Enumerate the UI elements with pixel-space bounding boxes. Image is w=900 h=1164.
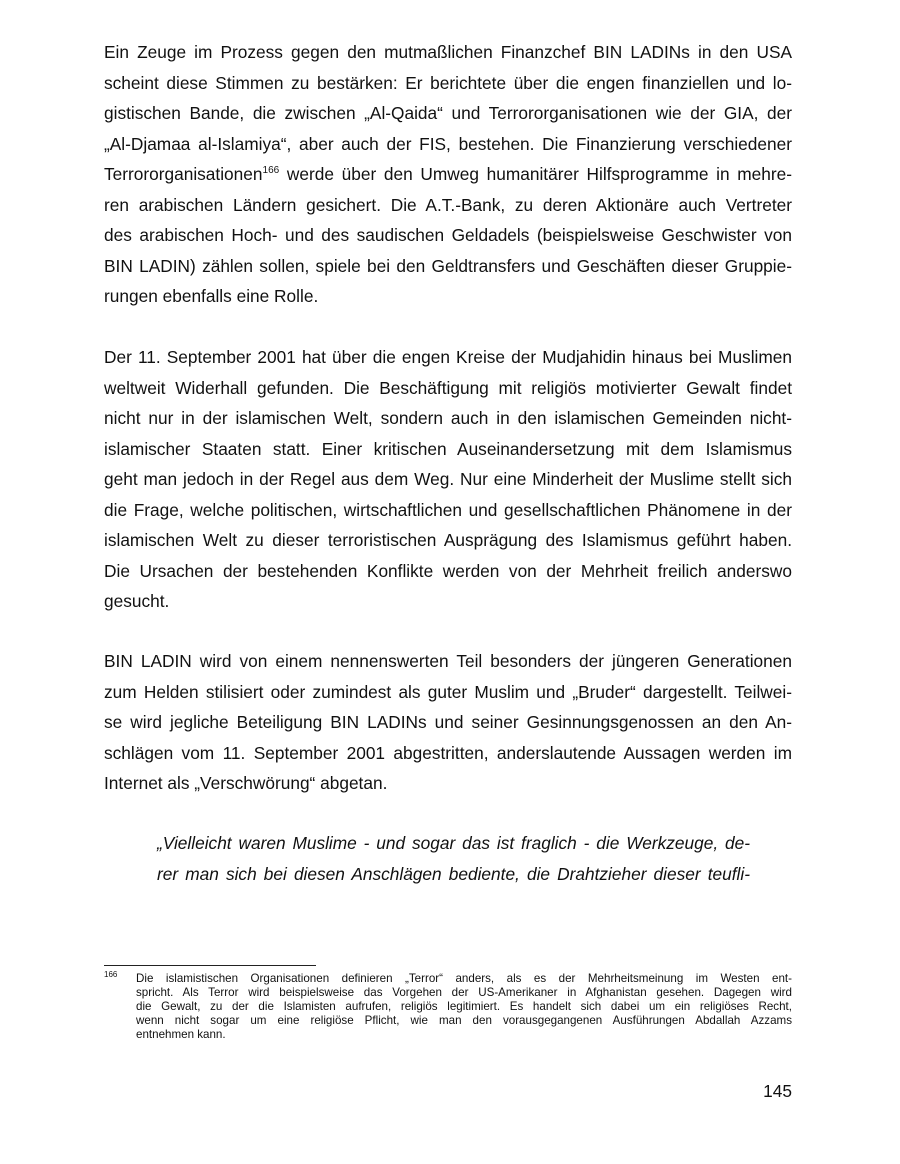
text-line: weltweit Widerhall gefunden. Die Beschäftigung mit religiös motivierter Gewalt findet: [104, 377, 792, 398]
text-line: se wird jegliche Beteiligung BIN LADINs und seiner Gesinnungsgenossen an den An-: [104, 712, 792, 732]
text-line: Ein Zeuge im Prozess gegen den mutmaßlichen Finanzchef BIN LADINs in den USA: [104, 42, 792, 62]
footnote-divider: [104, 965, 316, 966]
page-number: 145: [763, 1081, 792, 1101]
footnote-line: spricht. Als Terror wird beispielsweise das Vorgehen der US-Amerikaner in Afghanistan gesehen. Dagegen wird: [136, 986, 792, 1000]
text-line: islamischen Welt zu dieser terroristischen Ausprägung des Islamismus geführt haben.: [104, 530, 792, 550]
footnote-line: die Gewalt, zu der die Islamisten aufrufen, religiös legitimiert. Es handelt sich dabei um ein religiöses Recht,: [136, 1000, 792, 1014]
text-line-with-footnote-ref: [104, 159, 792, 190]
paragraph-3: [104, 646, 792, 799]
footnote-reference[interactable]: 166: [262, 165, 280, 177]
text-segment: werde über den Umweg humanitärer Hilfsprogramme in mehre-: [279, 164, 792, 184]
text-line: des arabischen Hoch- und des saudischen Geldadels (beispielsweise Geschwister von: [104, 225, 792, 245]
block-quote: [157, 828, 750, 889]
text-line: geht man jedoch in der Regel aus dem Weg. Nur eine Minderheit der Muslime stellt sich: [104, 469, 792, 489]
footnote-line: wenn nicht sogar um eine religiöse Pflicht, wie man den vorausgegangenen Ausführungen Abdallah Azzams: [136, 1014, 792, 1028]
text-line: Die Ursachen der bestehenden Konflikte werden von der Mehrheit freilich anderswo: [104, 560, 792, 581]
text-line: gesucht.: [104, 591, 170, 611]
quote-line: rer man sich bei diesen Anschlägen bediente, die Drahtzieher dieser teufli-: [157, 863, 750, 884]
text-line: rungen ebenfalls eine Rolle.: [104, 286, 319, 306]
footnote-line: entnehmen kann.: [136, 1028, 226, 1042]
text-line: BIN LADIN) zählen sollen, spiele bei den Geldtransfers und Geschäften dieser Gruppie-: [104, 255, 792, 276]
paragraph-2: [104, 342, 792, 617]
text-line: BIN LADIN wird von einem nennenswerten Teil besonders der jüngeren Generationen: [104, 651, 792, 671]
text-line: scheint diese Stimmen zu bestärken: Er berichtete über die engen finanziellen und lo-: [104, 72, 792, 93]
text-line: „Al-Djamaa al-Islamiya“, aber auch der FIS, bestehen. Die Finanzierung verschiedener: [104, 133, 792, 154]
footnote-number: 166: [104, 970, 118, 979]
text-line: islamischer Staaten statt. Einer kritischen Auseinandersetzung mit dem Islamismus: [104, 438, 792, 459]
footnote-text: [136, 972, 792, 1042]
text-segment: Terrororganisationen: [104, 164, 263, 184]
quote-line: „Vielleicht waren Muslime - und sogar das ist fraglich - die Werkzeuge, de-: [157, 833, 750, 853]
footnote-line: Die islamistischen Organisationen definieren „Terror“ anders, als es der Mehrheitsmeinung im Westen ent-: [136, 972, 792, 985]
text-line: zum Helden stilisiert oder zumindest als guter Muslim und „Bruder“ dargestellt. Teilwei-: [104, 681, 792, 702]
text-line: nicht nur in der islamischen Welt, sondern auch in den islamischen Gemeinden nicht-: [104, 408, 792, 428]
text-line: gistischen Bande, die zwischen „Al-Qaida“ und Terrororganisationen wie der GIA, der: [104, 103, 792, 123]
text-line: Der 11. September 2001 hat über die engen Kreise der Mudjahidin hinaus bei Muslimen: [104, 347, 792, 367]
text-line: schlägen vom 11. September 2001 abgestritten, anderslautende Aussagen werden im: [104, 742, 792, 763]
text-line: Internet als „Verschwörung“ abgetan.: [104, 773, 388, 793]
paragraph-1: [104, 37, 792, 312]
text-line: ren arabischen Ländern gesichert. Die A.T.-Bank, zu deren Aktionäre auch Vertreter: [104, 194, 792, 215]
text-line: die Frage, welche politischen, wirtschaftlichen und gesellschaftlichen Phänomene in der: [104, 499, 792, 520]
